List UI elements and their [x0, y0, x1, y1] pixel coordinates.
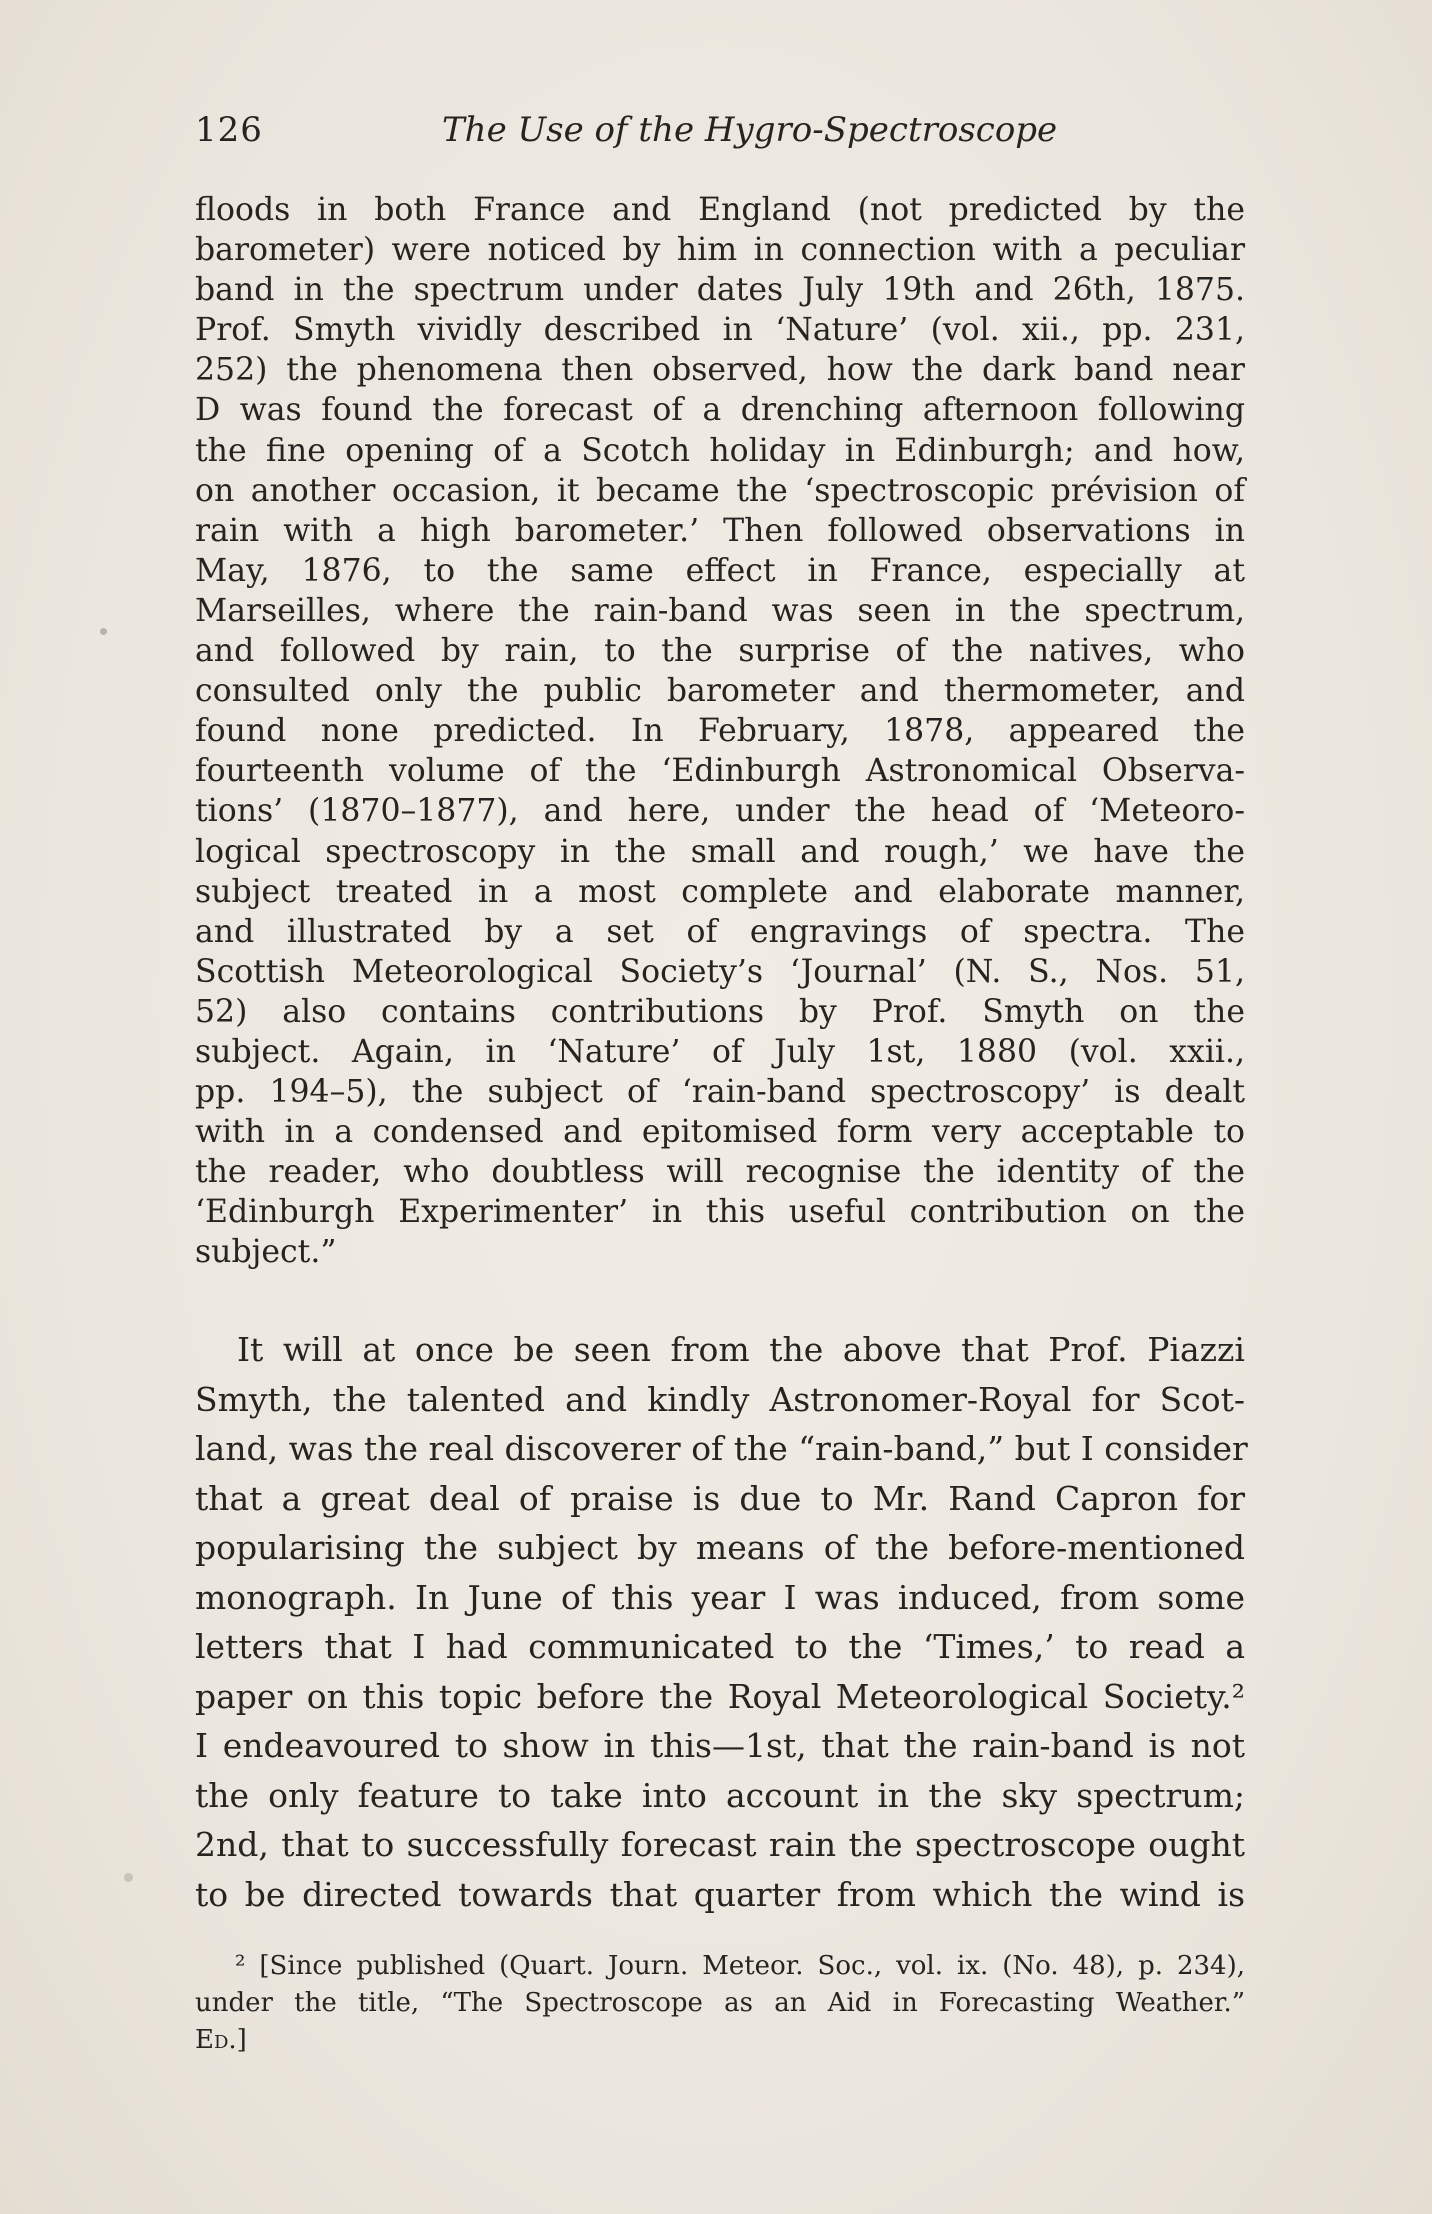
text-line: D was found the forecast of a drenching afternoon following	[195, 392, 1245, 429]
text-line: on another occasion, it became the ‘spectroscopic prévision of	[195, 472, 1245, 509]
text-line: the fine opening of a Scotch holiday in Edinburgh; and how,	[195, 432, 1245, 469]
footnote	[195, 1948, 1245, 2059]
running-title: The Use of the Hygro-Spectroscope	[442, 110, 1058, 150]
main-paragraph	[195, 1325, 1248, 1919]
text-line: logical spectroscopy in the small and rough,’ we have the	[195, 833, 1245, 870]
text-line: monograph. In June of this year I was induced, from some	[195, 1577, 1245, 1617]
text-line: subject. Again, in ‘Nature’ of July 1st, 1880 (vol. xxii.,	[195, 1033, 1245, 1070]
quote-paragraph	[195, 190, 1245, 1273]
text-line: barometer) were noticed by him in connection with a peculiar	[195, 232, 1245, 269]
text-line: to be directed towards that quarter from which the wind is	[195, 1874, 1245, 1914]
text-line: popularising the subject by means of the before-mentioned	[195, 1528, 1245, 1567]
text-line: with in a condensed and epitomised form very acceptable to	[195, 1114, 1245, 1151]
text-line: the reader, who doubtless will recognise the identity of the	[195, 1154, 1245, 1191]
page-header	[195, 110, 1245, 160]
text-line: letters that I had communicated to the ‘Times,’ to read a	[195, 1627, 1245, 1666]
text-line: land, was the real discoverer of the “rain-band,” but I consider	[195, 1429, 1248, 1468]
text-line: rain with a high barometer.’ Then followed observations in	[195, 512, 1245, 549]
text-line: floods in both France and England (not predicted by the	[195, 192, 1245, 228]
footnote-line: under the title, “The Spectroscope as an Aid in Forecasting Weather.”	[195, 1988, 1245, 2018]
text-line: ‘Edinburgh Experimenter’ in this useful contribution on the	[195, 1194, 1245, 1231]
text-line: I endeavoured to show in this—1st, that the rain-band is not	[195, 1726, 1245, 1765]
paper-speck	[100, 628, 107, 635]
footnote-line: Ed.]	[195, 2025, 247, 2055]
text-line: Marseilles, where the rain-band was seen in the spectrum,	[195, 592, 1245, 629]
text-line: Smyth, the talented and kindly Astronomer-Royal for Scot-	[195, 1379, 1245, 1419]
text-line: consulted only the public barometer and thermometer, and	[195, 673, 1245, 710]
text-line: subject treated in a most complete and elaborate manner,	[195, 873, 1245, 910]
text-line: May, 1876, to the same effect in France, especially at	[195, 552, 1245, 589]
text-line: paper on this topic before the Royal Meteorological Society.²	[195, 1676, 1245, 1716]
text-line: and followed by rain, to the surprise of the natives, who	[195, 633, 1245, 670]
text-line: subject.”	[195, 1234, 337, 1271]
text-line: that a great deal of praise is due to Mr. Rand Capron for	[195, 1478, 1245, 1518]
text-line: 252) the phenomena then observed, how the dark band near	[195, 352, 1245, 389]
text-line: found none predicted. In February, 1878, appeared the	[195, 713, 1245, 750]
text-line: and illustrated by a set of engravings of spectra. The	[195, 913, 1245, 950]
text-line: 52) also contains contributions by Prof. Smyth on the	[195, 993, 1245, 1030]
footnote-line: ² [Since published (Quart. Journ. Meteor. Soc., vol. ix. (No. 48), p. 234),	[235, 1951, 1245, 1981]
text-line: tions’ (1870–1877), and here, under the head of ‘Meteoro-	[195, 793, 1245, 830]
text-line: Scottish Meteorological Society’s ‘Journal’ (N. S., Nos. 51,	[195, 953, 1245, 990]
text-line: Prof. Smyth vividly described in ‘Nature’ (vol. xii., pp. 231,	[195, 312, 1245, 349]
paper-speck	[124, 1873, 133, 1882]
text-line: 2nd, that to successfully forecast rain the spectroscope ought	[195, 1825, 1245, 1864]
text-line: band in the spectrum under dates July 19th and 26th, 1875.	[195, 272, 1245, 309]
text-line: pp. 194–5), the subject of ‘rain-band spectroscopy’ is dealt	[195, 1074, 1245, 1111]
page-number: 126	[195, 110, 263, 150]
text-line: the only feature to take into account in the sky spectrum;	[195, 1775, 1245, 1815]
text-line: It will at once be seen from the above that Prof. Piazzi	[237, 1330, 1245, 1369]
text-line: fourteenth volume of the ‘Edinburgh Astronomical Observa-	[195, 753, 1245, 790]
